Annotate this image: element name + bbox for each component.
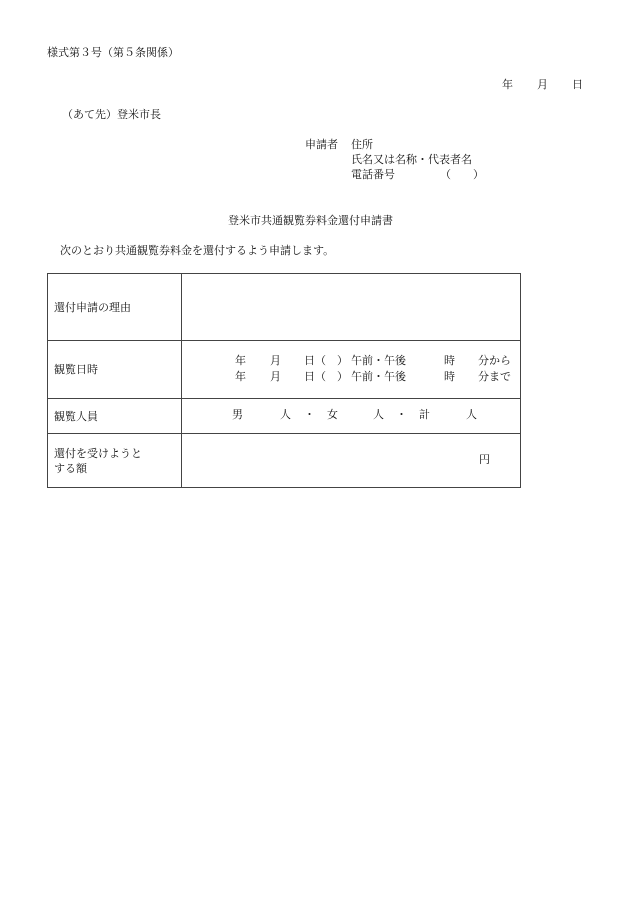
- row-reason: [48, 274, 521, 341]
- people-total-unit: 人: [466, 408, 477, 421]
- people-label: 観覧人員: [48, 399, 182, 434]
- from-minute: 分から: [478, 354, 511, 367]
- to-hour: 時: [444, 370, 455, 383]
- from-year: 年: [235, 354, 246, 367]
- people-female: 女: [327, 408, 338, 421]
- row-datetime: [48, 341, 521, 399]
- row-people: [48, 399, 521, 434]
- reason-field[interactable]: [182, 274, 521, 341]
- amount-unit: 円: [479, 453, 490, 466]
- to-paren: ）: [337, 370, 348, 383]
- from-hour: 時: [444, 354, 455, 367]
- people-male: 男: [232, 408, 243, 421]
- date-day: 日: [572, 78, 583, 91]
- form-number: 様式第３号（第５条関係）: [47, 46, 179, 59]
- people-field[interactable]: [182, 399, 521, 434]
- reason-label: 還付申請の理由: [48, 274, 182, 341]
- people-sep1: ・: [304, 408, 315, 421]
- row-amount: [48, 434, 521, 488]
- applicant-address: 住所: [351, 138, 373, 151]
- applicant-phone: 電話番号: [351, 168, 395, 181]
- amount-label: [48, 434, 182, 488]
- amount-label-line2: する額: [54, 461, 87, 475]
- amount-label-line1: 還付を受けようと: [54, 446, 142, 460]
- from-ampm: 午前・午後: [351, 354, 406, 367]
- from-month: 月: [270, 354, 281, 367]
- datetime-label: 観覧日時: [48, 341, 182, 399]
- to-year: 年: [235, 370, 246, 383]
- people-total: 計: [419, 408, 430, 421]
- from-day: 日（: [304, 354, 326, 367]
- application-table: [47, 273, 521, 488]
- people-sep2: ・: [396, 408, 407, 421]
- to-day: 日（: [304, 370, 326, 383]
- applicant-name: 氏名又は名称・代表者名: [351, 153, 472, 166]
- people-male-unit: 人: [280, 408, 291, 421]
- applicant-phone-paren: （ ）: [440, 168, 484, 181]
- date-month: 月: [537, 78, 548, 91]
- to-month: 月: [270, 370, 281, 383]
- people-female-unit: 人: [373, 408, 384, 421]
- to-minute: 分まで: [478, 370, 511, 383]
- document-title: 登米市共通観覧券料金還付申請書: [228, 214, 393, 227]
- intro-text: 次のとおり共通観覧券料金を還付するよう申請します。: [60, 244, 335, 257]
- date-year: 年: [502, 78, 513, 91]
- datetime-field[interactable]: [182, 341, 521, 399]
- amount-field[interactable]: [182, 434, 521, 488]
- addressee: （あて先）登米市長: [62, 108, 161, 121]
- from-paren: ）: [337, 354, 348, 367]
- to-ampm: 午前・午後: [351, 370, 406, 383]
- applicant-label: 申請者: [305, 138, 338, 151]
